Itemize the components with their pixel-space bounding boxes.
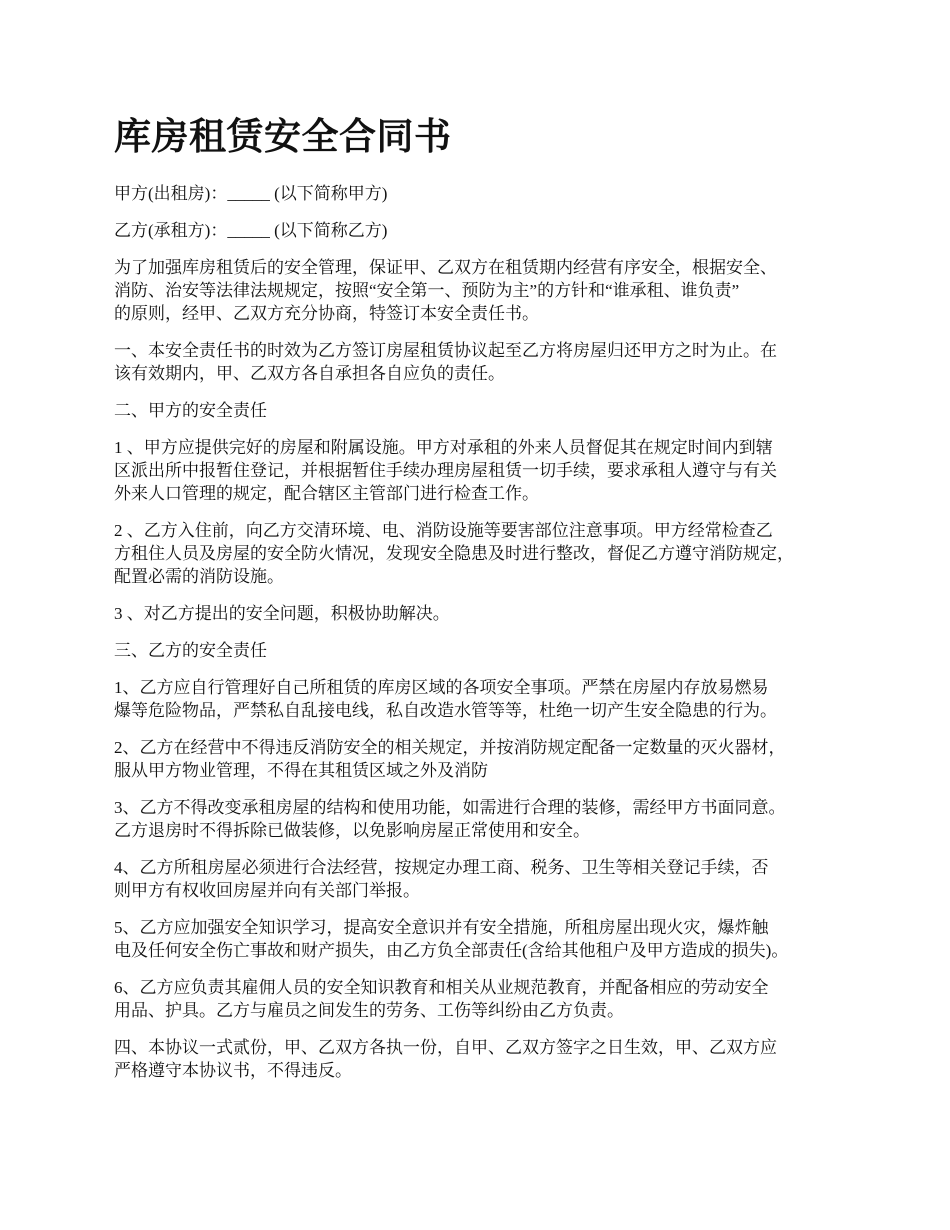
clause-1: 一、本安全责任书的时效为乙方签订房屋租赁协议起至乙方将房屋归还甲方之时为止。在 该有效期内，甲、乙双方各自承担各自应负的责任。 [114,341,777,383]
party-a-item-2: 2 、乙方入住前，向乙方交清环境、电、消防设施等要害部位注意事项。甲方经常检查乙 方租住人员及房屋的安全防火情况，发现安全隐患及时进行整改，督促乙方遵守消防规定， 配置必需的消防设施。 [114,521,794,586]
party-b-item-6: 6、乙方应负责其雇佣人员的安全知识教育和相关从业规范教育，并配备相应的劳动安全 用品、护具。乙方与雇员之间发生的劳务、工伤等纠纷由乙方负责。 [114,978,769,1020]
party-a-item-1: 1 、甲方应提供完好的房屋和附属设施。甲方对承租的外来人员督促其在规定时间内到辖 区派出所中报暂住登记，并根据暂住手续办理房屋租赁一切手续，要求承租人遵守与有关 外来人口管理的规定，配合辖区主管部门进行检查工作。 [114,438,777,503]
party-b-item-5: 5、乙方应加强安全知识学习，提高安全意识并有安全措施，所租房屋出现火灾，爆炸触 电及任何安全伤亡事故和财产损失，由乙方负全部责任(含给其他租户及甲方造成的损失)。 [114,918,789,960]
section-3-heading: 三、乙方的安全责任 [114,641,267,660]
intro-paragraph: 为了加强库房租赁后的安全管理，保证甲、乙双方在租赁期内经营有序安全，根据安全、 消防、治安等法律法规规定，按照“安全第一、预防为主”的方针和“谁承租、谁负责” 的原则，经甲、乙双方充分协商，特签订本安全责任书。 [114,258,777,323]
party-b-item-1: 1、乙方应自行管理好自己所租赁的库房区域的各项安全事项。严禁在房屋内存放易燃易 爆等危险物品，严禁私自乱接电线，私自改造水管等等，杜绝一切产生安全隐患的行为。 [114,678,777,720]
document-title: 库房租赁安全合同书 [114,115,452,158]
party-a-line: 甲方(出租房)：_____ (以下简称甲方) [114,184,388,203]
party-a-item-3: 3 、对乙方提出的安全问题，积极协助解决。 [114,604,450,623]
section-2-heading: 二、甲方的安全责任 [114,401,267,420]
clause-4: 四、本协议一式贰份，甲、乙双方各执一份，自甲、乙双方签字之日生效，甲、乙双方应 严格遵守本协议书，不得违反。 [114,1038,777,1080]
party-b-item-4: 4、乙方所租房屋必须进行合法经营，按规定办理工商、税务、卫生等相关登记手续，否 则甲方有权收回房屋并向有关部门举报。 [114,858,769,900]
party-b-line: 乙方(承租方)：_____ (以下简称乙方) [114,221,388,240]
document-page [114,112,854,1096]
party-b-item-3: 3、乙方不得改变承租房屋的结构和使用功能，如需进行合理的装修，需经甲方书面同意。 乙方退房时不得拆除已做装修，以免影响房屋正常使用和安全。 [114,798,786,840]
party-b-item-2: 2、乙方在经营中不得违反消防安全的相关规定，并按消防规定配备一定数量的灭火器材， 服从甲方物业管理，不得在其租赁区域之外及消防 [114,738,786,780]
